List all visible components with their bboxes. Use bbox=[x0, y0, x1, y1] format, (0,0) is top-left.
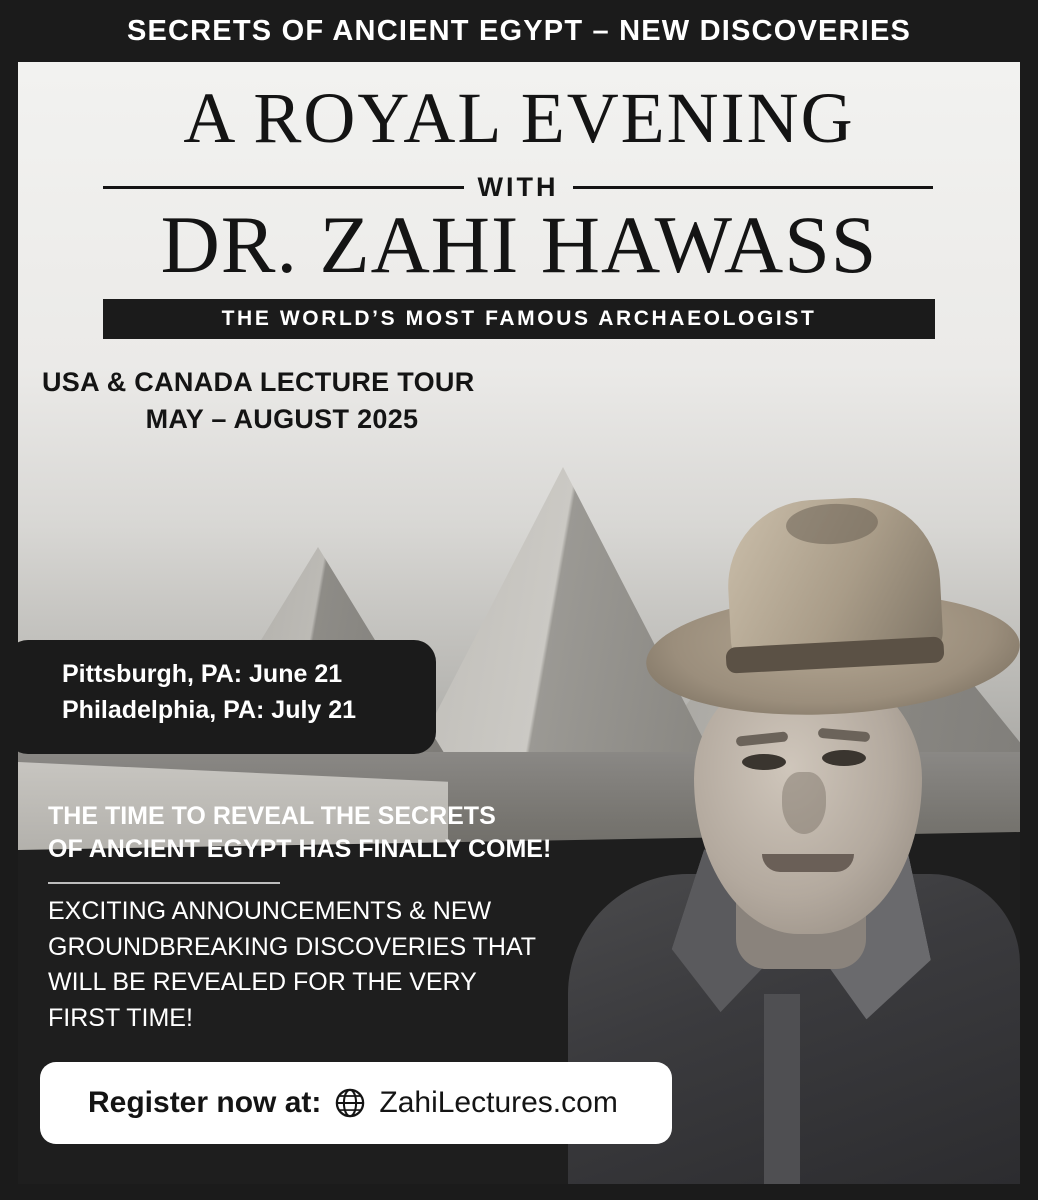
rule-right bbox=[573, 186, 934, 189]
page-title: A ROYAL EVENING bbox=[183, 78, 855, 158]
frame-edge-bottom bbox=[0, 1184, 1038, 1200]
body-headline-line1: THE TIME TO REVEAL THE SECRETS bbox=[48, 802, 496, 830]
poster-frame bbox=[18, 62, 1020, 1184]
body-copy-line2: GROUNDBREAKING DISCOVERIES THAT bbox=[48, 932, 537, 961]
body-headline-line2: OF ANCIENT EGYPT HAS FINALLY COME! bbox=[48, 835, 552, 863]
eye-right bbox=[822, 750, 866, 766]
list-item: Pittsburgh, PA: June 21 bbox=[62, 660, 343, 688]
with-label: WITH bbox=[477, 172, 559, 202]
register-label: Register now at: bbox=[88, 1086, 322, 1119]
tour-title: USA & CANADA LECTURE TOUR bbox=[42, 367, 475, 397]
register-bar[interactable] bbox=[40, 1062, 672, 1144]
top-banner-text: SECRETS OF ANCIENT EGYPT – NEW DISCOVERIES bbox=[126, 14, 912, 47]
body-copy-line3: WILL BE REVEALED FOR THE VERY bbox=[48, 968, 477, 996]
shirt-placket bbox=[764, 994, 800, 1184]
mouth bbox=[762, 854, 854, 872]
list-item: Philadelphia, PA: July 21 bbox=[62, 696, 357, 725]
frame-edge-left bbox=[0, 0, 18, 1200]
body-copy-line4: FIRST TIME! bbox=[48, 1003, 193, 1032]
tour-dates-box bbox=[18, 640, 436, 754]
register-link[interactable]: ZahiLectures.com bbox=[379, 1086, 618, 1119]
speaker-name: DR. ZAHI HAWASS bbox=[160, 199, 878, 290]
rule-left bbox=[103, 186, 464, 189]
frame-edge-right bbox=[1020, 0, 1038, 1200]
divider bbox=[48, 882, 280, 884]
globe-icon bbox=[335, 1088, 365, 1118]
headline-block bbox=[18, 62, 1020, 352]
eye-left bbox=[742, 754, 786, 770]
tour-dates-range: MAY – AUGUST 2025 bbox=[145, 404, 419, 434]
subtitle-text: THE WORLD’S MOST FAMOUS ARCHAEOLOGIST bbox=[221, 307, 817, 330]
top-banner bbox=[0, 0, 1038, 62]
body-copy-line1: EXCITING ANNOUNCEMENTS & NEW bbox=[48, 897, 492, 925]
subtitle-bar bbox=[103, 299, 935, 339]
nose bbox=[782, 772, 826, 834]
